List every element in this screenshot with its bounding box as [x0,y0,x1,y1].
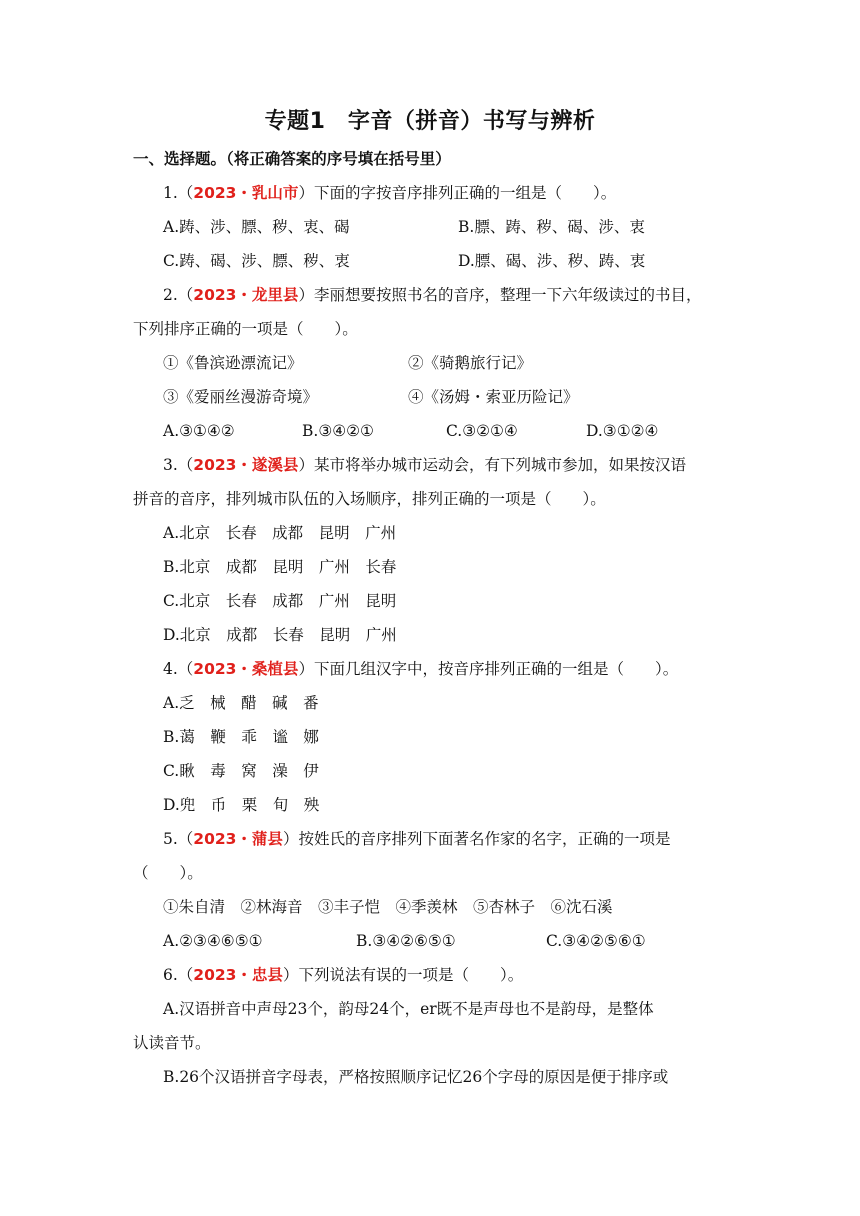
option-b: B.③④②⑥⑤① [356,932,456,950]
question-number: 3.（ [163,456,194,474]
option-d: D.兜 币 栗 旬 殃 [163,796,320,814]
option-a: A.②③④⑥⑤① [163,932,263,950]
option-a: A.乏 械 醋 碱 番 [163,694,319,712]
question-3-stem [163,454,686,476]
option-c: C.踌、碣、涉、膘、秽、衷 [163,252,350,270]
book-2: ②《骑鹅旅行记》 [408,354,533,372]
source-tag: 2023・桑植县 [193,660,299,678]
question-text: ）下列说法有误的一项是（ ）。 [282,966,524,984]
question-number: 2.（ [163,286,194,304]
section-heading: 一、选择题。（将正确答案的序号填在括号里） [133,150,451,168]
option-a: A.汉语拼音中声母23个，韵母24个，er既不是声母也不是韵母，是整体 [163,1000,654,1018]
question-1-stem [163,182,616,204]
source-tag: 2023・忠县 [193,966,283,984]
question-number: 6.（ [163,966,194,984]
question-4-stem [163,658,678,680]
option-b: B.26个汉语拼音字母表，严格按照顺序记忆26个字母的原因是便于排序或 [163,1068,669,1086]
option-c: C.③②①④ [446,422,518,440]
question-5-stem [163,828,670,850]
question-6-stem [163,964,523,986]
source-tag: 2023・蒲县 [193,830,283,848]
question-number: 5.（ [163,830,194,848]
option-c: C.北京 长春 成都 广州 昆明 [163,592,397,610]
book-3: ③《爱丽丝漫游奇境》 [163,388,319,406]
option-a: A.③①④② [163,422,235,440]
question-text: ）下面几组汉字中，按音序排列正确的一组是（ ）。 [298,660,679,678]
question-text: ）按姓氏的音序排列下面著名作家的名字，正确的一项是 [282,830,671,848]
option-d: D.膘、碣、涉、秽、踌、衷 [458,252,646,270]
option-a: A.踌、涉、膘、秽、衷、碣 [163,218,350,236]
option-b: B.③④②① [302,422,374,440]
author-names: ①朱自清 ②林海音 ③丰子恺 ④季羡林 ⑤杏林子 ⑥沈石溪 [163,898,613,916]
page-title: 专题1 字音（拼音）书写与辨析 [264,109,596,134]
option-c: C.③④②⑤⑥① [546,932,646,950]
source-tag: 2023・龙里县 [193,286,299,304]
option-b: B.北京 成都 昆明 广州 长春 [163,558,397,576]
source-tag: 2023・乳山市 [193,184,299,202]
option-b: B.膘、踌、秽、碣、涉、衷 [458,218,645,236]
book-4: ④《汤姆・索亚历险记》 [408,388,579,406]
option-a: A.北京 长春 成都 昆明 广州 [163,524,397,542]
question-text: ）李丽想要按照书名的音序，整理一下六年级读过的书目， [298,286,702,304]
question-2-stem-cont: 下列排序正确的一项是（ ）。 [133,320,358,338]
book-1: ①《鲁滨逊漂流记》 [163,354,303,372]
question-text: ）某市将举办城市运动会，有下列城市参加，如果按汉语 [298,456,686,474]
question-2-stem [163,284,701,306]
option-d: D.③①②④ [586,422,659,440]
option-d: D.北京 成都 长春 昆明 广州 [163,626,397,644]
option-a-cont: 认读音节。 [133,1034,211,1052]
option-b: B.蔼 鞭 乖 谧 娜 [163,728,319,746]
question-text: ）下面的字按音序排列正确的一组是（ ）。 [298,184,617,202]
source-tag: 2023・遂溪县 [193,456,299,474]
question-number: 4.（ [163,660,194,678]
option-c: C.瞅 毒 窝 澡 伊 [163,762,319,780]
question-3-stem-cont: 拼音的音序，排列城市队伍的入场顺序，排列正确的一项是（ ）。 [133,490,606,508]
question-number: 1.（ [163,184,194,202]
question-5-stem-cont: （ ）。 [133,864,203,882]
